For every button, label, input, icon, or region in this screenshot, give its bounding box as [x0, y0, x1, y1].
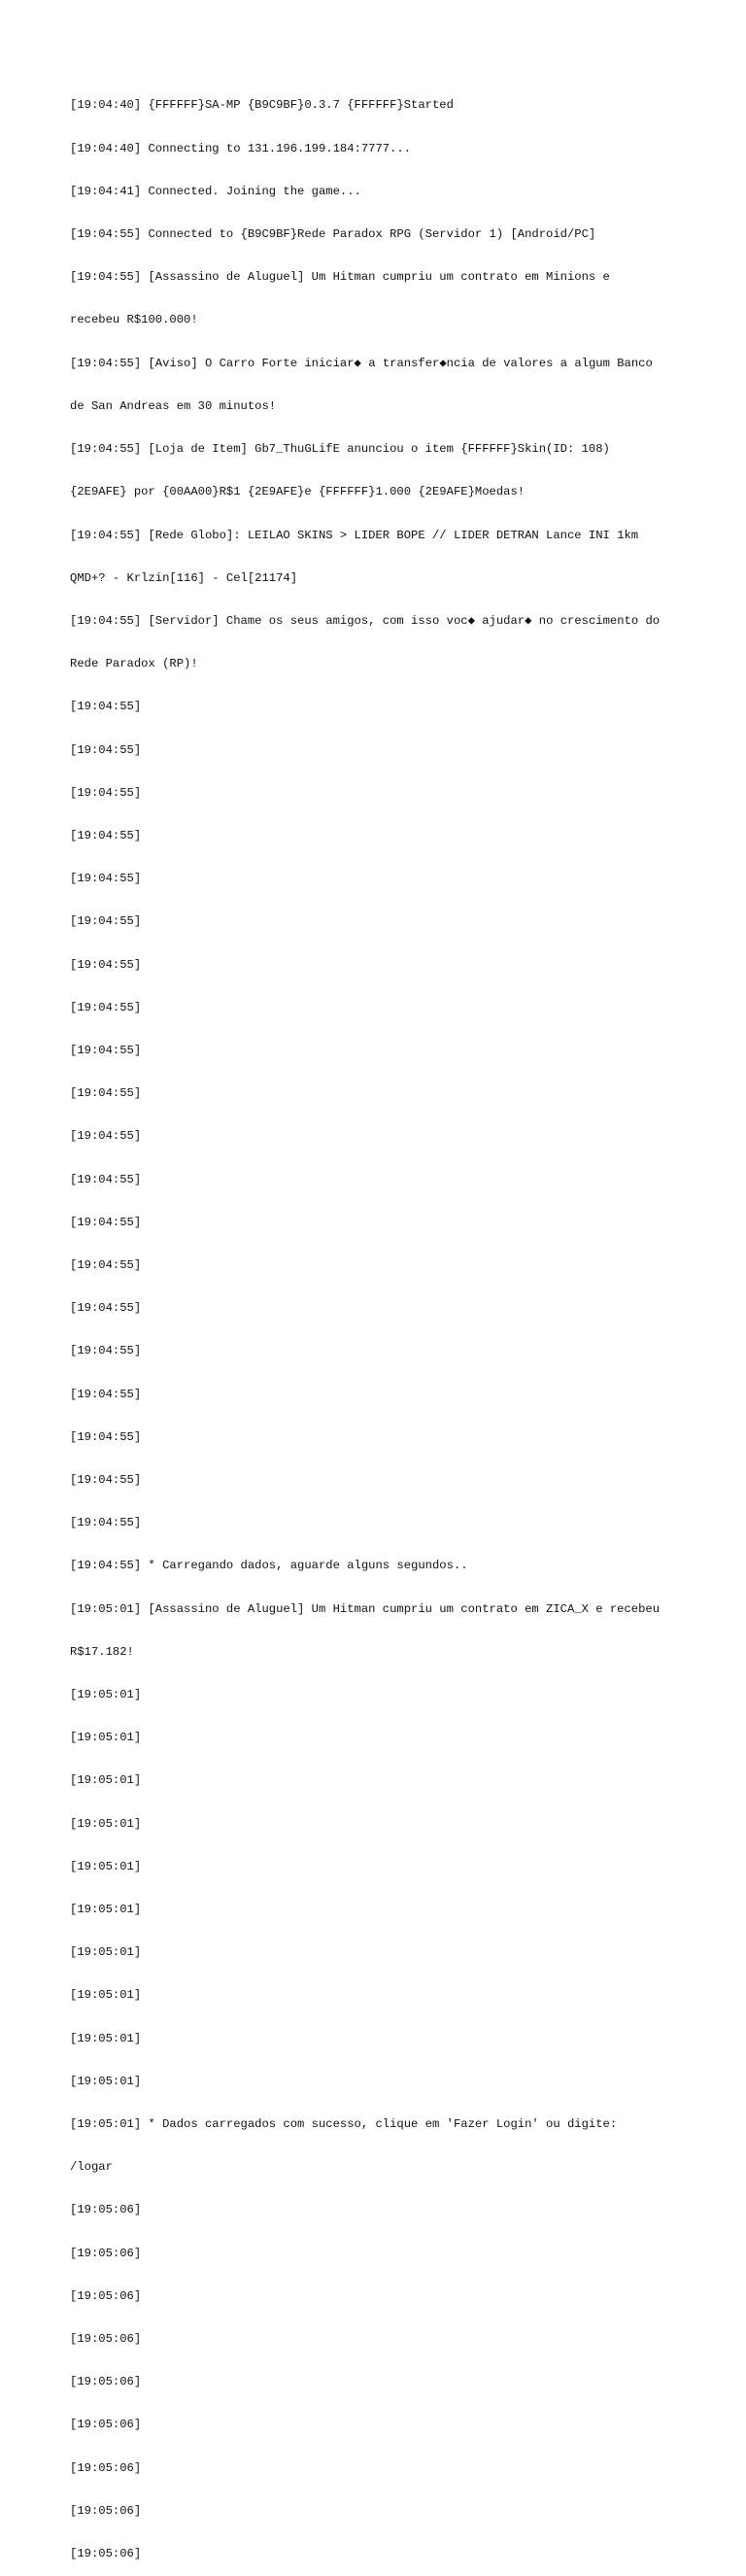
log-line: [19:04:55] — [70, 1257, 142, 1272]
log-line: [19:04:55] — [70, 1472, 142, 1487]
log-line: [19:05:01] — [70, 1945, 142, 1960]
log-line: [19:05:01] — [70, 1903, 142, 1916]
log-line: [19:04:40] {FFFFFF}SA-MP {B9C9BF}0.3.7 {FFFFFF}Started — [70, 98, 454, 113]
log-line: [19:04:55] — [70, 1172, 142, 1186]
log-line: [19:05:06] — [70, 2547, 142, 2561]
log-line: R$17.182! — [70, 1644, 134, 1659]
log-line: [19:05:06] — [70, 2332, 142, 2347]
log-line: QMD+? - Krlzin[116] - Cel[21174] — [70, 570, 298, 585]
log-line: [19:05:06] — [70, 2460, 142, 2475]
log-line: [19:05:06] — [70, 2203, 142, 2217]
log-line: [19:04:55] — [70, 914, 142, 929]
log-line: /logar — [70, 2160, 113, 2175]
log-line: [19:04:55] — [70, 785, 142, 800]
log-line: [19:04:55] — [70, 1129, 142, 1144]
log-line: [19:05:01] — [70, 2074, 142, 2088]
log-line: de San Andreas em 30 minutos! — [70, 398, 277, 413]
log-line: [19:04:55] Connected to {B9C9BF}Rede Paradox RPG (Servidor 1) [Android/PC] — [70, 227, 596, 242]
log-line: [19:05:06] — [70, 2246, 142, 2260]
log-line: [19:04:55] — [70, 957, 142, 972]
log-line: [19:04:55] [Aviso] O Carro Forte iniciar◆ a transfer◆ncia de valores a algum Banco — [70, 356, 653, 370]
log-line: [19:04:40] Connecting to 131.196.199.184:7777... — [70, 141, 412, 155]
log-line: [19:04:55] — [70, 742, 142, 757]
log-line: [19:04:55] — [70, 1516, 142, 1530]
chat-log — [70, 70, 680, 2576]
log-line: [19:04:55] — [70, 1387, 142, 1401]
log-line: [19:05:01] — [70, 1816, 142, 1831]
log-line: [19:05:01] — [70, 2031, 142, 2045]
log-line: [19:05:01] — [70, 1687, 142, 1701]
log-line: [19:05:06] — [70, 2375, 142, 2389]
log-line: [19:04:55] [Loja de Item] Gb7_ThuGLifE anunciou o item {FFFFFF}Skin(ID: 108) — [70, 442, 610, 457]
log-line: [19:04:55] — [70, 1000, 142, 1014]
log-line: recebeu R$100.000! — [70, 313, 198, 327]
log-line: [19:05:01] * Dados carregados com sucesso, clique em 'Fazer Login' ou digite: — [70, 2117, 618, 2132]
log-line: [19:05:01] — [70, 1859, 142, 1873]
log-line: {2E9AFE} por {00AA00}R$1 {2E9AFE}e {FFFFFF}1.000 {2E9AFE}Moedas! — [70, 485, 526, 499]
log-line: [19:05:06] — [70, 2288, 142, 2303]
log-line: [19:04:55] — [70, 828, 142, 842]
log-line: Rede Paradox (RP)! — [70, 657, 198, 671]
log-line: [19:04:55] — [70, 1086, 142, 1101]
log-line: [19:04:55] — [70, 1215, 142, 1229]
log-line: [19:04:55] [Rede Globo]: LEILAO SKINS > LIDER BOPE // LIDER DETRAN Lance INI 1km — [70, 528, 639, 542]
log-line: [19:05:06] — [70, 2418, 142, 2432]
log-line: [19:04:55] [Servidor] Chame os seus amigos, com isso voc◆ ajudar◆ no crescimento do — [70, 613, 661, 628]
log-line: [19:04:55] — [70, 700, 142, 714]
log-line: [19:04:55] — [70, 1301, 142, 1316]
log-line: [19:05:01] [Assassino de Aluguel] Um Hitman cumpriu um contrato em ZICA_X e recebeu — [70, 1601, 661, 1616]
log-line: [19:05:01] — [70, 1773, 142, 1788]
log-line: [19:04:55] [Assassino de Aluguel] Um Hitman cumpriu um contrato em Minions e — [70, 270, 610, 285]
log-line: [19:05:01] — [70, 1988, 142, 2003]
log-line: [19:04:55] — [70, 1344, 142, 1358]
log-line: [19:04:41] Connected. Joining the game... — [70, 184, 361, 198]
log-line: [19:04:55] — [70, 1043, 142, 1057]
log-line: [19:04:55] * Carregando dados, aguarde alguns segundos.. — [70, 1559, 468, 1573]
log-line: [19:05:01] — [70, 1731, 142, 1745]
log-line: [19:04:55] — [70, 1429, 142, 1444]
log-line: [19:05:06] — [70, 2503, 142, 2518]
log-line: [19:04:55] — [70, 872, 142, 886]
